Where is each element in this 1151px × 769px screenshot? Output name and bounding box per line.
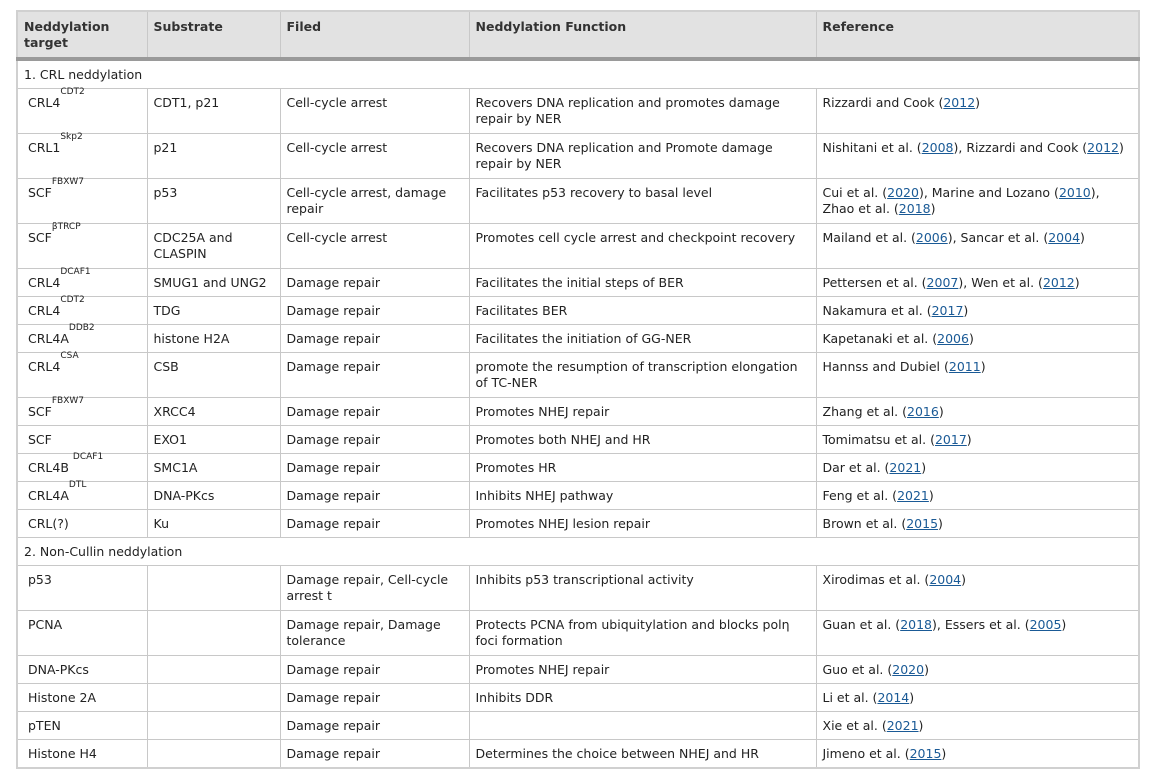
neddylation-table-container — [16, 10, 1138, 769]
reference-year-link[interactable]: 2017 — [931, 303, 964, 318]
target-superscript: DCAF1 — [72, 452, 104, 462]
reference-authors: Wen et al. ( — [971, 275, 1043, 290]
reference-punctuation: ), — [953, 140, 967, 155]
target-superscript: βTRCP — [51, 222, 81, 232]
reference-punctuation: ) — [961, 572, 967, 587]
cell-reference — [816, 89, 1139, 134]
reference-punctuation: ) — [1080, 230, 1085, 245]
reference-punctuation: ) — [1074, 275, 1080, 290]
table-row — [17, 656, 1139, 684]
cell-target — [17, 656, 147, 684]
reference-punctuation: ) — [921, 460, 927, 475]
cell-reference — [816, 398, 1139, 426]
table-row — [17, 398, 1139, 426]
header-neddylation-function: Neddylation Function — [469, 11, 816, 59]
target-name: SCF — [28, 230, 52, 245]
table-body — [17, 59, 1139, 768]
target-superscript: CDT2 — [60, 295, 85, 305]
reference-year-link[interactable]: 2018 — [900, 617, 932, 632]
cell-filed: Damage repair — [280, 684, 469, 712]
cell-target — [17, 353, 147, 398]
cell-filed: Damage repair — [280, 482, 469, 510]
section-row — [17, 538, 1139, 566]
reference-authors: Xirodimas et al. ( — [822, 572, 930, 587]
target-name: pTEN — [28, 718, 61, 733]
target-name: CRL4 — [28, 275, 61, 290]
reference-year-link[interactable]: 2014 — [877, 690, 910, 705]
cell-target — [17, 712, 147, 740]
reference-year-link[interactable]: 2012 — [1087, 140, 1119, 155]
target-name: CRL4 — [28, 95, 61, 110]
reference-authors: Hannss and Dubiel ( — [822, 359, 949, 374]
reference-year-link[interactable]: 2006 — [915, 230, 948, 245]
cell-substrate: EXO1 — [147, 426, 280, 454]
cell-filed: Damage repair — [280, 353, 469, 398]
table-row — [17, 426, 1139, 454]
cell-filed: Damage repair — [280, 426, 469, 454]
cell-target — [17, 510, 147, 538]
reference-year-link[interactable]: 2006 — [937, 331, 969, 346]
cell-filed: Damage repair — [280, 712, 469, 740]
cell-reference — [816, 269, 1139, 297]
table-row — [17, 325, 1139, 353]
cell-function: Determines the choice between NHEJ and HR — [469, 740, 816, 769]
reference-authors: Mailand et al. ( — [822, 230, 916, 245]
table-row — [17, 134, 1139, 179]
target-name: SCF — [28, 404, 52, 419]
reference-year-link[interactable]: 2020 — [892, 662, 925, 677]
cell-substrate: DNA-PKcs — [147, 482, 280, 510]
reference-punctuation: ) — [975, 95, 981, 110]
reference-authors: Xie et al. ( — [822, 718, 887, 733]
reference-authors: Brown et al. ( — [822, 516, 907, 531]
reference-year-link[interactable]: 2021 — [897, 488, 929, 503]
reference-punctuation: ), — [918, 185, 932, 200]
reference-authors: Nakamura et al. ( — [822, 303, 932, 318]
target-name: DNA-PKcs — [28, 662, 89, 677]
cell-filed: Damage repair — [280, 454, 469, 482]
reference-authors: Tomimatsu et al. ( — [822, 432, 935, 447]
cell-filed: Damage repair — [280, 269, 469, 297]
cell-function: Inhibits NHEJ pathway — [469, 482, 816, 510]
table-row — [17, 712, 1139, 740]
reference-punctuation: ) — [968, 331, 974, 346]
reference-authors: Kapetanaki et al. ( — [822, 331, 938, 346]
cell-function: Facilitates the initiation of GG-NER — [469, 325, 816, 353]
reference-year-link[interactable]: 2021 — [889, 460, 922, 475]
header-substrate: Substrate — [147, 11, 280, 59]
cell-function: promote the resumption of transcription elongation of TC-NER — [469, 353, 816, 398]
target-superscript: DDB2 — [68, 323, 95, 333]
cell-substrate: CSB — [147, 353, 280, 398]
cell-target — [17, 426, 147, 454]
cell-function: Promotes HR — [469, 454, 816, 482]
cell-substrate — [147, 611, 280, 656]
cell-reference — [816, 611, 1139, 656]
reference-year-link[interactable]: 2004 — [1048, 230, 1081, 245]
cell-reference — [816, 297, 1139, 325]
cell-function: Promotes cell cycle arrest and checkpoint recovery — [469, 224, 816, 269]
reference-year-link[interactable]: 2018 — [898, 201, 931, 216]
target-name: Histone 2A — [28, 690, 97, 705]
reference-year-link[interactable]: 2007 — [926, 275, 959, 290]
target-name: CRL4A — [28, 488, 69, 503]
reference-year-link[interactable]: 2005 — [1029, 617, 1062, 632]
header-reference: Reference — [816, 11, 1139, 59]
target-name: p53 — [28, 572, 52, 587]
cell-substrate: CDT1, p21 — [147, 89, 280, 134]
cell-filed: Cell-cycle arrest, damage repair — [280, 179, 469, 224]
header-neddylation-target: Neddylation target — [17, 11, 147, 59]
cell-function: Recovers DNA replication and promotes damage repair by NER — [469, 89, 816, 134]
target-name: Histone H4 — [28, 746, 97, 761]
reference-year-link[interactable]: 2010 — [1058, 185, 1091, 200]
cell-reference — [816, 353, 1139, 398]
cell-target — [17, 89, 147, 134]
table-row — [17, 224, 1139, 269]
cell-substrate: XRCC4 — [147, 398, 280, 426]
reference-authors: Feng et al. ( — [822, 488, 898, 503]
target-name: CRL(?) — [28, 516, 69, 531]
reference-authors: Zhao et al. ( — [822, 201, 899, 216]
table-row — [17, 89, 1139, 134]
reference-punctuation: ), — [958, 275, 972, 290]
target-name: PCNA — [28, 617, 63, 632]
cell-filed: Damage repair — [280, 297, 469, 325]
cell-reference — [816, 684, 1139, 712]
cell-filed: Damage repair — [280, 656, 469, 684]
reference-year-link[interactable]: 2016 — [907, 404, 939, 419]
reference-punctuation: ) — [938, 516, 943, 531]
table-row — [17, 482, 1139, 510]
cell-function: Promotes NHEJ repair — [469, 398, 816, 426]
target-name: CRL4B — [28, 460, 73, 475]
cell-filed: Damage repair — [280, 398, 469, 426]
reference-year-link[interactable]: 2011 — [948, 359, 981, 374]
reference-authors: Essers et al. ( — [944, 617, 1030, 632]
target-superscript: Skp2 — [60, 132, 83, 142]
reference-punctuation: ), — [1090, 185, 1100, 200]
reference-year-link[interactable]: 2004 — [929, 572, 962, 587]
cell-target — [17, 684, 147, 712]
cell-target — [17, 297, 147, 325]
cell-function: Promotes NHEJ repair — [469, 656, 816, 684]
cell-substrate: histone H2A — [147, 325, 280, 353]
cell-target — [17, 325, 147, 353]
cell-reference — [816, 179, 1139, 224]
cell-reference — [816, 566, 1139, 611]
reference-punctuation: ) — [918, 718, 924, 733]
cell-reference — [816, 454, 1139, 482]
cell-reference — [816, 224, 1139, 269]
cell-substrate: TDG — [147, 297, 280, 325]
reference-authors: Cui et al. ( — [822, 185, 888, 200]
reference-punctuation: ), — [947, 230, 961, 245]
header-row — [17, 11, 1139, 59]
reference-punctuation: ) — [1118, 140, 1124, 155]
cell-target — [17, 269, 147, 297]
reference-authors: Sancar et al. ( — [960, 230, 1049, 245]
cell-function: Facilitates p53 recovery to basal level — [469, 179, 816, 224]
cell-function: Inhibits DDR — [469, 684, 816, 712]
cell-function: Facilitates BER — [469, 297, 816, 325]
target-name: CRL4 — [28, 359, 61, 374]
target-name: CRL1 — [28, 140, 61, 155]
reference-year-link[interactable]: 2008 — [921, 140, 954, 155]
cell-function: Facilitates the initial steps of BER — [469, 269, 816, 297]
cell-substrate: SMUG1 and UNG2 — [147, 269, 280, 297]
cell-reference — [816, 656, 1139, 684]
reference-punctuation: ) — [963, 303, 969, 318]
cell-reference — [816, 712, 1139, 740]
cell-function: Promotes NHEJ lesion repair — [469, 510, 816, 538]
reference-punctuation: ) — [966, 432, 972, 447]
target-superscript: CDT2 — [60, 87, 85, 97]
cell-target — [17, 611, 147, 656]
reference-year-link[interactable]: 2017 — [934, 432, 967, 447]
target-name: SCF — [28, 432, 52, 447]
target-superscript: FBXW7 — [51, 177, 85, 187]
cell-function: Protects PCNA from ubiquitylation and blocks polη foci formation — [469, 611, 816, 656]
table-header — [17, 11, 1139, 59]
reference-punctuation: ) — [938, 404, 944, 419]
reference-punctuation: ) — [924, 662, 929, 677]
target-superscript: CSA — [60, 351, 79, 361]
table-row — [17, 510, 1139, 538]
reference-authors: Guan et al. ( — [822, 617, 901, 632]
cell-target — [17, 224, 147, 269]
section-title: 1. CRL neddylation — [17, 59, 1139, 89]
target-superscript: DTL — [68, 480, 87, 490]
table-row — [17, 566, 1139, 611]
cell-filed: Cell-cycle arrest — [280, 89, 469, 134]
cell-substrate — [147, 656, 280, 684]
reference-authors: Jimeno et al. ( — [822, 746, 910, 761]
reference-punctuation: ) — [930, 201, 936, 216]
reference-year-link[interactable]: 2012 — [1042, 275, 1075, 290]
reference-punctuation: ) — [909, 690, 915, 705]
cell-substrate — [147, 712, 280, 740]
cell-substrate: p21 — [147, 134, 280, 179]
cell-target — [17, 134, 147, 179]
table-row — [17, 269, 1139, 297]
target-superscript: FBXW7 — [51, 396, 85, 406]
cell-filed: Damage repair — [280, 325, 469, 353]
reference-punctuation: ) — [941, 746, 947, 761]
cell-function: Recovers DNA replication and Promote damage repair by NER — [469, 134, 816, 179]
neddylation-table — [16, 10, 1140, 769]
reference-authors: Zhang et al. ( — [822, 404, 907, 419]
cell-filed: Cell-cycle arrest — [280, 224, 469, 269]
cell-filed: Damage repair, Damage tolerance — [280, 611, 469, 656]
target-name: CRL4A — [28, 331, 69, 346]
cell-substrate — [147, 566, 280, 611]
cell-reference — [816, 134, 1139, 179]
reference-authors: Pettersen et al. ( — [822, 275, 927, 290]
reference-year-link[interactable]: 2015 — [906, 516, 939, 531]
cell-filed: Damage repair — [280, 740, 469, 769]
reference-year-link[interactable]: 2021 — [886, 718, 919, 733]
cell-target — [17, 398, 147, 426]
cell-substrate: Ku — [147, 510, 280, 538]
cell-substrate: SMC1A — [147, 454, 280, 482]
cell-function: Promotes both NHEJ and HR — [469, 426, 816, 454]
table-row — [17, 353, 1139, 398]
section-row — [17, 59, 1139, 89]
cell-function: Inhibits p53 transcriptional activity — [469, 566, 816, 611]
reference-authors: Dar et al. ( — [822, 460, 890, 475]
table-row — [17, 684, 1139, 712]
target-name: CRL4 — [28, 303, 61, 318]
reference-authors: Rizzardi and Cook ( — [966, 140, 1088, 155]
cell-target — [17, 454, 147, 482]
table-row — [17, 297, 1139, 325]
reference-year-link[interactable]: 2020 — [887, 185, 919, 200]
reference-authors: Rizzardi and Cook ( — [822, 95, 944, 110]
cell-reference — [816, 426, 1139, 454]
reference-year-link[interactable]: 2015 — [909, 746, 942, 761]
cell-substrate: CDC25A and CLASPIN — [147, 224, 280, 269]
cell-substrate: p53 — [147, 179, 280, 224]
cell-reference — [816, 325, 1139, 353]
cell-filed: Damage repair — [280, 510, 469, 538]
reference-authors: Nishitani et al. ( — [822, 140, 922, 155]
reference-punctuation: ) — [928, 488, 934, 503]
table-row — [17, 179, 1139, 224]
cell-target — [17, 482, 147, 510]
reference-punctuation: ) — [1061, 617, 1067, 632]
target-superscript: DCAF1 — [60, 267, 91, 277]
cell-filed: Damage repair, Cell-cycle arrest t — [280, 566, 469, 611]
reference-authors: Guo et al. ( — [822, 662, 893, 677]
cell-target — [17, 179, 147, 224]
cell-substrate — [147, 684, 280, 712]
reference-punctuation: ), — [932, 617, 945, 632]
header-filed: Filed — [280, 11, 469, 59]
cell-function — [469, 712, 816, 740]
reference-authors: Li et al. ( — [822, 690, 878, 705]
cell-reference — [816, 510, 1139, 538]
cell-filed: Cell-cycle arrest — [280, 134, 469, 179]
section-title: 2. Non-Cullin neddylation — [17, 538, 1139, 566]
table-row — [17, 454, 1139, 482]
cell-reference — [816, 482, 1139, 510]
target-name: SCF — [28, 185, 52, 200]
cell-target — [17, 566, 147, 611]
reference-authors: Marine and Lozano ( — [931, 185, 1059, 200]
reference-year-link[interactable]: 2012 — [943, 95, 976, 110]
table-row — [17, 611, 1139, 656]
reference-punctuation: ) — [980, 359, 986, 374]
